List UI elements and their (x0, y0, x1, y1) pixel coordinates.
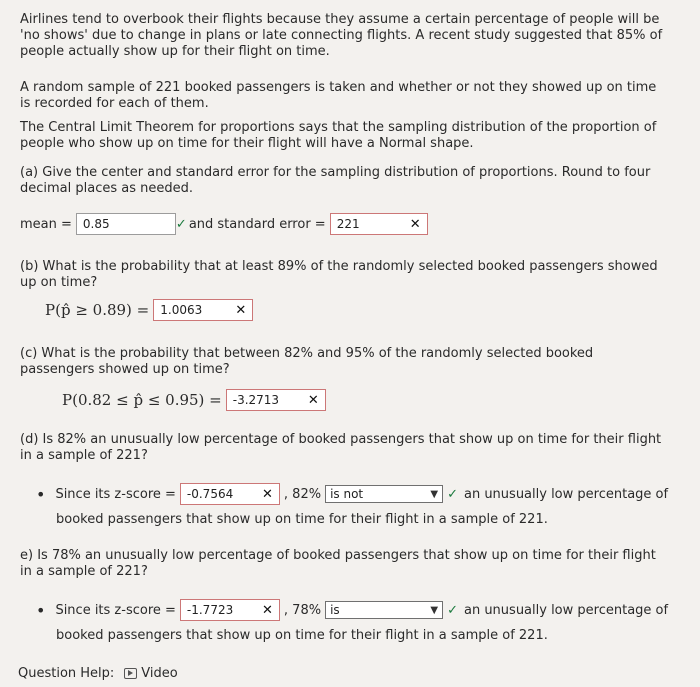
incorrect-icon: ✕ (409, 216, 421, 232)
chevron-down-icon: ▼ (430, 604, 439, 616)
question-help (18, 666, 178, 681)
chevron-down-icon: ▼ (430, 488, 439, 500)
se-label: and standard error = (188, 216, 326, 232)
clt-text: The Central Limit Theorem for proportions says that the sampling distribution of the proportion of people who show up on time for their flight will have a Normal shape. (20, 120, 657, 151)
part-b-input[interactable] (153, 299, 253, 321)
part-e-row (36, 599, 668, 621)
part-d-question: (d) Is 82% an unusually low percentage of booked passengers that show up on time for their flight in a sample of 221? (20, 432, 662, 463)
se-input[interactable] (330, 213, 428, 235)
part-e-select[interactable] (325, 601, 443, 619)
part-b-question: (b) What is the probability that at least 89% of the randomly selected booked passengers showed up on time? (20, 259, 658, 290)
part-d-tail: an unusually low percentage of (463, 486, 669, 502)
part-c-input[interactable] (226, 389, 326, 411)
part-e-question: e) Is 78% an unusually low percentage of booked passengers that show up on time for their flight in a sample of 221? (20, 548, 656, 579)
mean-input[interactable] (76, 213, 176, 235)
incorrect-icon: ✕ (307, 392, 319, 408)
sample-text: A random sample of 221 booked passengers is taken and whether or not they showed up on time is recorded for each of them. (20, 80, 657, 111)
video-icon[interactable] (124, 668, 137, 679)
part-e-tail: an unusually low percentage of (463, 602, 669, 618)
question-help-label: Question Help: (18, 666, 115, 681)
check-icon: ✓ (447, 602, 458, 618)
part-e-percent: , 78% (283, 602, 322, 618)
bullet: • (36, 600, 46, 620)
part-e-z-value: -1.7723 (186, 603, 234, 617)
part-d-select-value: is not (330, 487, 364, 501)
part-b-expression: P(p̂ ≥ 0.89) = (45, 301, 150, 319)
part-a-question: (a) Give the center and standard error for the sampling distribution of proportions. Round to four decimal places as needed. (20, 165, 651, 196)
mean-label: mean = (20, 216, 72, 232)
part-c-expression: P(0.82 ≤ p̂ ≤ 0.95) = (62, 391, 222, 409)
part-d-line2: booked passengers that show up on time for their flight in a sample of 221. (56, 512, 548, 527)
se-value: 221 (336, 217, 360, 231)
incorrect-icon: ✕ (262, 486, 273, 502)
incorrect-icon: ✕ (235, 302, 247, 318)
part-d-percent: , 82% (283, 486, 322, 502)
part-e-since-label: Since its z-score = (55, 602, 176, 618)
part-d-select[interactable] (325, 485, 443, 503)
check-icon: ✓ (447, 486, 458, 502)
bullet: • (36, 484, 46, 504)
part-b-row (45, 299, 257, 321)
part-d-since-label: Since its z-score = (55, 486, 176, 502)
part-a-row (20, 213, 432, 235)
part-d-z-value: -0.7564 (186, 487, 234, 501)
part-e-line2: booked passengers that show up on time for their flight in a sample of 221. (56, 628, 548, 643)
part-e-z-input[interactable] (180, 599, 280, 621)
video-link[interactable]: Video (141, 666, 178, 681)
mean-value: 0.85 (82, 217, 110, 231)
part-d-row (36, 483, 668, 505)
part-b-value: 1.0063 (160, 303, 203, 317)
part-c-question: (c) What is the probability that between 82% and 95% of the randomly selected booked passengers showed up on time? (20, 346, 594, 377)
part-c-row (62, 389, 330, 411)
part-d-z-input[interactable] (180, 483, 280, 505)
part-c-value: -3.2713 (232, 393, 280, 407)
check-icon: ✓ (175, 216, 187, 232)
part-e-select-value: is (330, 603, 340, 617)
incorrect-icon: ✕ (262, 602, 273, 618)
intro-text: Airlines tend to overbook their flights because they assume a certain percentage of people will be 'no shows' due to change in plans or late connecting flights. A recent study suggested that 85% of people actually show up for their flight on time. (20, 12, 663, 59)
